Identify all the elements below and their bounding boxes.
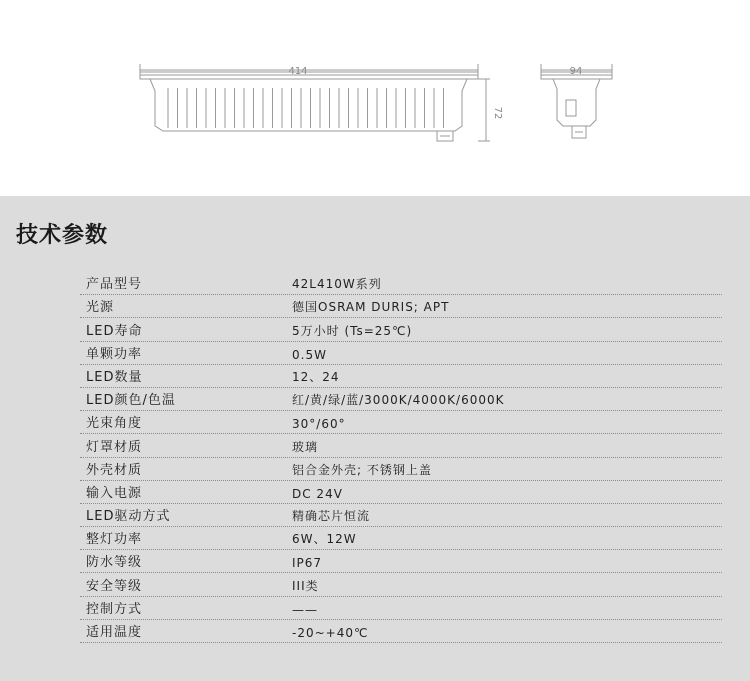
spec-label: LED寿命 — [86, 323, 143, 339]
spec-label: 灯罩材质 — [86, 439, 143, 455]
spec-row — [80, 481, 722, 504]
spec-row — [80, 318, 722, 341]
spec-row — [80, 527, 722, 550]
technical-drawing — [0, 0, 750, 196]
spec-label: 单颗功率 — [86, 346, 143, 362]
spec-value: 6W、12W — [292, 532, 357, 547]
spec-label: 整灯功率 — [86, 532, 143, 548]
spec-label: 产品型号 — [86, 277, 143, 293]
spec-row — [80, 365, 722, 388]
section-title: 技术参数 — [16, 223, 109, 248]
spec-row — [80, 597, 722, 620]
spec-label: LED颜色/色温 — [86, 393, 176, 409]
spec-row — [80, 342, 722, 365]
spec-value: 玻璃 — [292, 439, 319, 454]
spec-value: —— — [292, 602, 318, 617]
spec-value: DC 24V — [292, 486, 343, 501]
spec-row — [80, 388, 722, 411]
spec-row — [80, 550, 722, 573]
spec-row — [80, 620, 722, 643]
spec-value: -20~+40℃ — [292, 626, 369, 640]
spec-value: 精确芯片恒流 — [292, 509, 371, 524]
front-view — [140, 64, 490, 141]
spec-value: 30°/60° — [292, 417, 346, 432]
spec-label: 控制方式 — [86, 601, 143, 617]
length-dimension-label: 414 — [288, 66, 308, 77]
spec-row — [80, 434, 722, 457]
height-dimension-label: 72 — [492, 106, 503, 120]
spec-row — [80, 272, 722, 295]
spec-label: 外壳材质 — [86, 462, 143, 478]
width-dimension-label: 94 — [569, 66, 583, 77]
spec-value: III类 — [292, 578, 319, 593]
drawing-svg — [0, 0, 750, 196]
spec-value: 铝合金外壳; 不锈钢上盖 — [292, 462, 432, 477]
spec-label: 光源 — [86, 300, 115, 316]
spec-label: LED驱动方式 — [86, 509, 171, 525]
spec-value: 42L410W系列 — [292, 277, 382, 292]
spec-table — [80, 272, 722, 643]
spec-label: 输入电源 — [86, 485, 143, 501]
spec-row — [80, 295, 722, 318]
spec-row — [80, 504, 722, 527]
spec-label: LED数量 — [86, 369, 143, 385]
spec-value: 5万小时 (Ts=25℃) — [292, 323, 413, 338]
spec-row — [80, 458, 722, 481]
spec-panel — [0, 196, 750, 681]
spec-label: 适用温度 — [86, 625, 143, 640]
spec-label: 光束角度 — [86, 416, 143, 432]
spec-value: IP67 — [292, 556, 323, 571]
spec-label: 安全等级 — [86, 578, 143, 594]
spec-value: 德国OSRAM DURIS; APT — [292, 300, 450, 315]
spec-value: 12、24 — [292, 369, 340, 384]
spec-row — [80, 411, 722, 434]
spec-row — [80, 573, 722, 596]
spec-value: 红/黄/绿/蓝/3000K/4000K/6000K — [292, 393, 505, 408]
spec-label: 防水等级 — [86, 555, 143, 571]
spec-value: 0.5W — [292, 347, 327, 362]
